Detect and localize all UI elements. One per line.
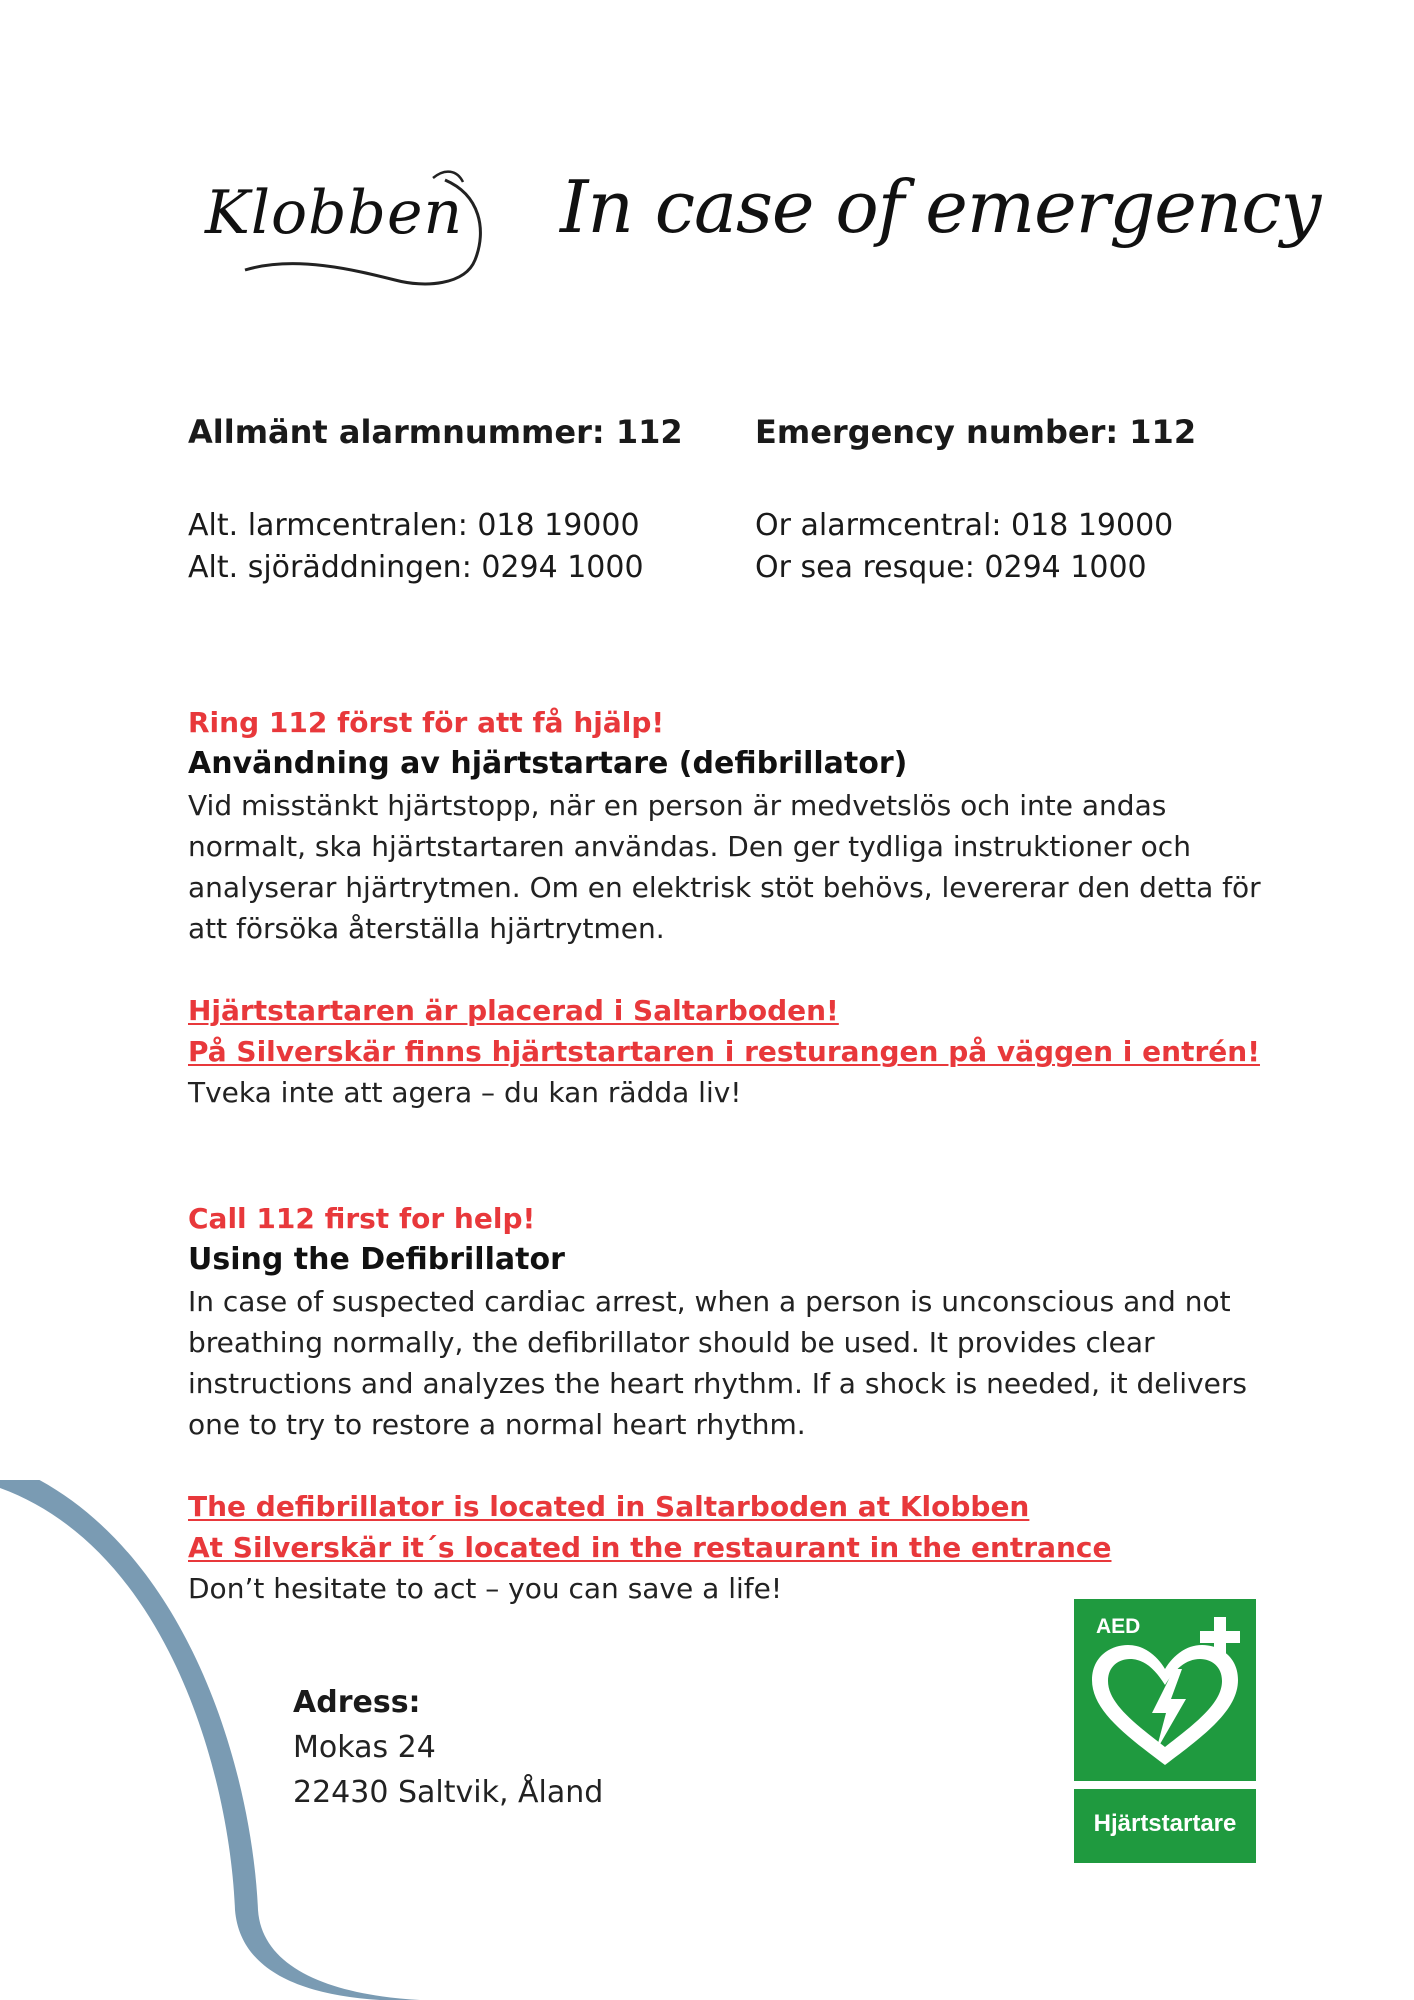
swedish-section [188, 702, 1288, 1113]
en-emergency-title: Emergency number: 112 [755, 413, 1197, 451]
sv-emergency-title: Allmänt alarmnummer: 112 [188, 413, 683, 451]
logo-text: Klobben [205, 178, 464, 248]
sv-body-line: normalt, ska hjärtstartaren användas. Den ger tydliga instruktioner och [188, 830, 1191, 863]
sv-closing: Tveka inte att agera – du kan rädda liv! [188, 1076, 742, 1109]
en-alarm-line: Or alarmcentral: 018 19000 [755, 508, 1174, 543]
address-block [293, 1680, 603, 1815]
en-body-line: breathing normally, the defibrillator should be used. It provides clear [188, 1326, 1155, 1359]
en-sea-rescue-line: Or sea resque: 0294 1000 [755, 550, 1147, 585]
address-street: Mokas 24 [293, 1730, 436, 1765]
sv-body-line: Vid misstänkt hjärtstopp, när en person är medvetslös och inte andas [188, 789, 1167, 822]
en-subtitle: Using the Defibrillator [188, 1242, 565, 1277]
en-location-2: At Silverskär it´s located in the restaurant in the entrance [188, 1531, 1112, 1564]
sv-subtitle: Användning av hjärtstartare (defibrillator) [188, 746, 908, 781]
en-body-line: In case of suspected cardiac arrest, when a person is unconscious and not [188, 1285, 1231, 1318]
sv-location-1: Hjärtstartaren är placerad i Saltarboden! [188, 994, 839, 1027]
sv-alarm-line: Alt. larmcentralen: 018 19000 [188, 508, 640, 543]
sv-body-line: att försöka återställa hjärtrytmen. [188, 912, 665, 945]
address-city: 22430 Saltvik, Åland [293, 1775, 604, 1810]
sv-call-notice: Ring 112 först för att få hjälp! [188, 706, 665, 739]
english-section [188, 1198, 1288, 1609]
aed-caption: Hjärtstartare [1093, 1810, 1237, 1837]
en-closing: Don’t hesitate to act – you can save a life! [188, 1572, 783, 1605]
en-call-notice: Call 112 first for help! [188, 1202, 536, 1235]
en-body-line: one to try to restore a normal heart rhythm. [188, 1408, 806, 1441]
page-heading: In case of emergency [560, 165, 1321, 249]
aed-label: AED [1096, 1615, 1141, 1638]
address-label: Adress: [293, 1685, 421, 1720]
en-location-1: The defibrillator is located in Saltarboden at Klobben [188, 1490, 1030, 1523]
sv-body-line: analyserar hjärtrytmen. Om en elektrisk stöt behövs, levererar den detta för [188, 871, 1261, 904]
sv-location-2: På Silverskär finns hjärtstartaren i resturangen på väggen i entrén! [188, 1035, 1260, 1068]
en-body-line: instructions and analyzes the heart rhythm. If a shock is needed, it delivers [188, 1367, 1247, 1400]
sv-sea-rescue-line: Alt. sjöräddningen: 0294 1000 [188, 550, 644, 585]
